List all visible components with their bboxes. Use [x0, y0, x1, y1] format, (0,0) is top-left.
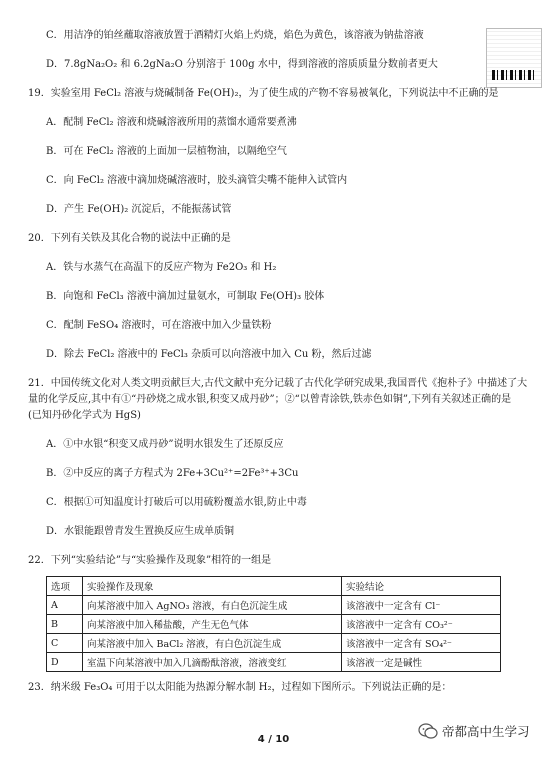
table-header-row	[47, 577, 501, 596]
q20-option-d: D．除去 FeCl₂ 溶液中的 FeCl₃ 杂质可以向溶液中加入 Cu 粉，然后过滤	[46, 349, 372, 360]
q21-stem-line1: 21．中国传统文化对人类文明贡献巨大,古代文献中充分记载了古代化学研究成果,我国晋代《抱朴子》中描述了大	[28, 378, 528, 389]
table-cell: 向某溶液中加入稀盐酸，产生无色气体	[83, 615, 342, 634]
watermark	[418, 722, 530, 740]
q19-option-b: B．可在 FeCl₂ 溶液的上面加一层植物油，以隔绝空气	[46, 146, 287, 157]
q19-option-d: D．产生 Fe(OH)₂ 沉淀后，不能振荡试管	[46, 204, 232, 215]
q18-option-d: D．7.8gNa₂O₂ 和 6.2gNa₂O 分别溶于 100g 水中，得到溶液的溶质质量分数前者更大	[46, 59, 438, 70]
table-row	[47, 596, 501, 615]
q23-stem: 23．纳米级 Fe₃O₄ 可用于以太阳能为热源分解水制 H₂，过程如下图所示。下列说法正确的是：	[28, 682, 452, 693]
table-cell: 该溶液中一定含有 Cl⁻	[342, 596, 501, 615]
q19-option-c: C．向 FeCl₂ 溶液中滴加烧碱溶液时，胶头滴管尖嘴不能伸入试管内	[46, 175, 348, 186]
wechat-icon	[418, 723, 438, 739]
table-cell: 该溶液一定是碱性	[342, 653, 501, 672]
table-header-cell: 实验结论	[342, 577, 501, 596]
table-header-cell: 实验操作及现象	[83, 577, 342, 596]
q22-table	[46, 576, 501, 672]
q20-option-b: B．向饱和 FeCl₃ 溶液中滴加过量氨水，可制取 Fe(OH)₃ 胶体	[46, 291, 325, 302]
table-cell: C	[47, 634, 83, 653]
q21-stem-line2: 量的化学反应,其中有①“丹砂烧之成水银,积变又成丹砂”；②“以曾青涂铁,铁赤色如铜”,下列有关叙述正确的是	[28, 394, 512, 405]
table-cell: A	[47, 596, 83, 615]
q19-stem: 19．实验室用 FeCl₂ 溶液与烧碱制备 Fe(OH)₂，为了使生成的产物不容易被氧化，下列说法中不正确的是	[28, 88, 499, 99]
table-cell: B	[47, 615, 83, 634]
table-row	[47, 653, 501, 672]
table-cell: 室温下向某溶液中加入几滴酚酞溶液，溶液变红	[83, 653, 342, 672]
table-row	[47, 634, 501, 653]
q21-option-d: D．水银能跟曾青发生置换反应生成单质铜	[46, 526, 235, 537]
table-row	[47, 615, 501, 634]
q22-stem: 22．下列“实验结论”与“实验操作及现象”相符的一组是	[28, 555, 272, 566]
table-header-cell: 选项	[47, 577, 83, 596]
page-number: 4 / 10	[257, 734, 290, 745]
q20-stem: 20．下列有关铁及其化合物的说法中正确的是	[28, 233, 231, 244]
q21-option-c: C．根据①可知温度计打破后可以用硫粉覆盖水银,防止中毒	[46, 497, 307, 508]
table-cell: 该溶液中一定含有 CO₃²⁻	[342, 615, 501, 634]
qr-code-fragment	[492, 70, 534, 80]
q20-option-c: C．配制 FeSO₄ 溶液时，可在溶液中加入少量铁粉	[46, 320, 272, 331]
q18-option-c: C．用洁净的铂丝蘸取溶液放置于酒精灯火焰上灼烧，焰色为黄色，该溶液为钠盐溶液	[46, 30, 424, 41]
table-cell: 向某溶液中加入 AgNO₃ 溶液，有白色沉淀生成	[83, 596, 342, 615]
table-cell: D	[47, 653, 83, 672]
watermark-text: 帝都高中生学习	[442, 724, 530, 739]
q19-option-a: A．配制 FeCl₂ 溶液和烧碱溶液所用的蒸馏水通常要煮沸	[46, 117, 297, 128]
q21-stem-line3: (已知丹砂化学式为 HgS)	[28, 410, 141, 421]
q20-option-a: A．铁与水蒸气在高温下的反应产物为 Fe2O₃ 和 H₂	[46, 262, 277, 273]
q21-option-a: A．①中水银“积变又成丹砂”说明水银发生了还原反应	[46, 439, 284, 450]
table-cell: 向某溶液中加入 BaCl₂ 溶液，有白色沉淀生成	[83, 634, 342, 653]
table-cell: 该溶液中一定含有 SO₄²⁻	[342, 634, 501, 653]
q21-option-b: B．②中反应的离子方程式为 2Fe+3Cu²⁺=2Fe³⁺+3Cu	[46, 468, 299, 479]
